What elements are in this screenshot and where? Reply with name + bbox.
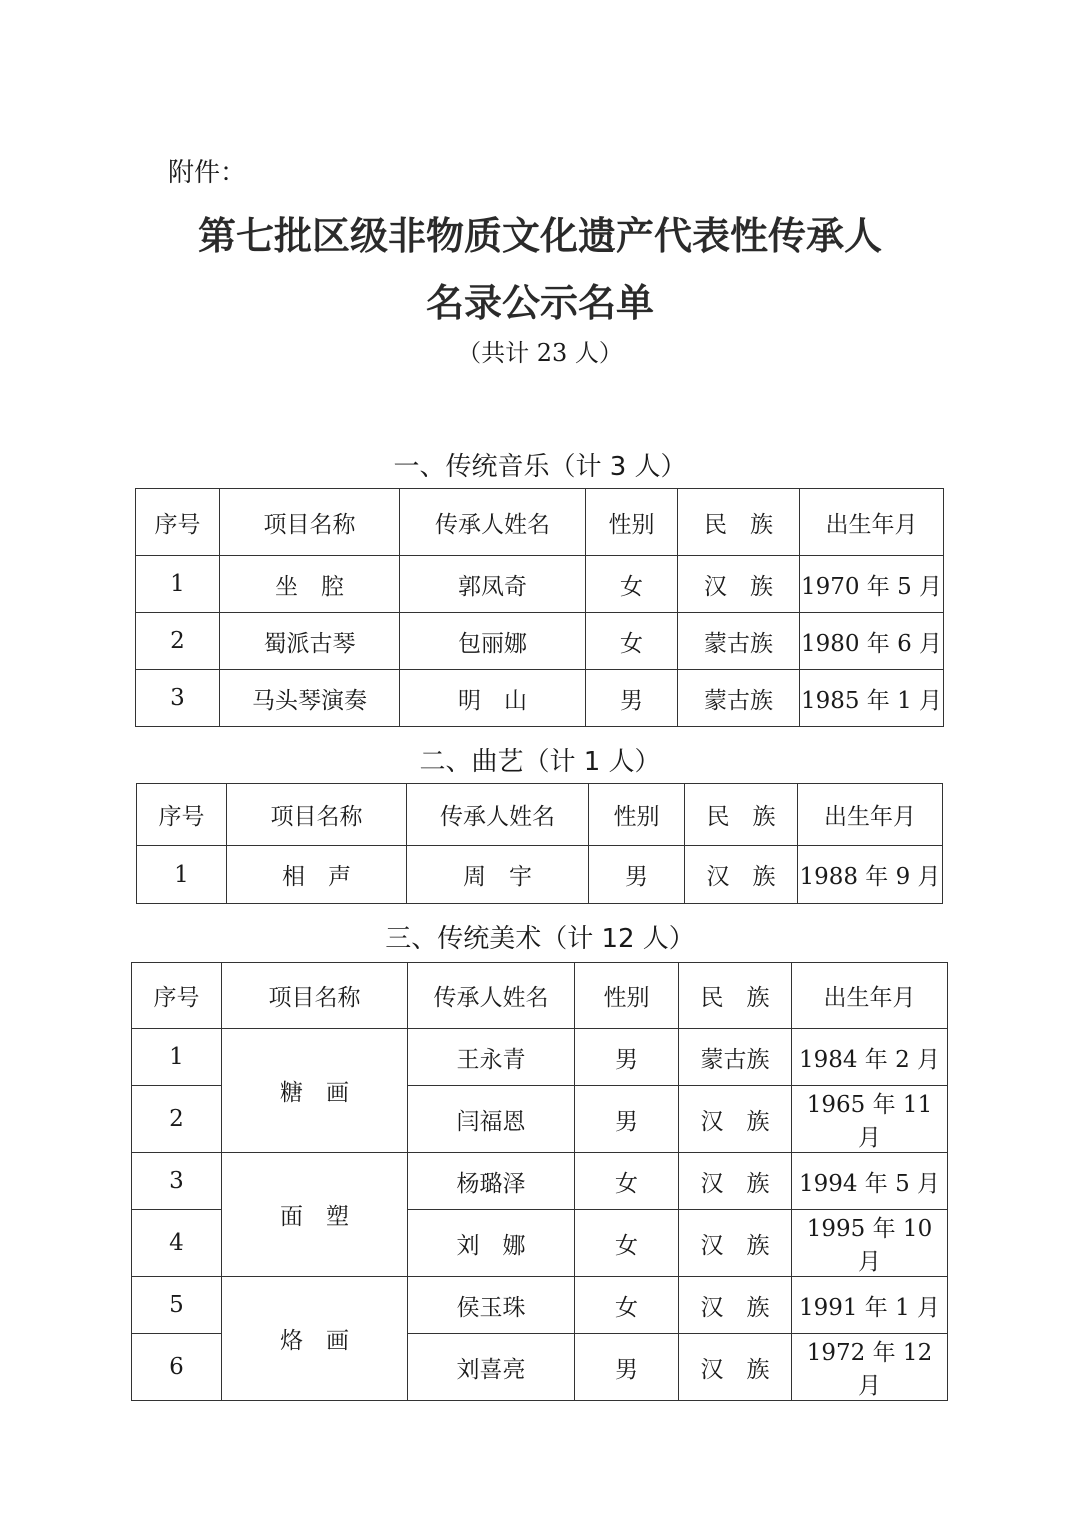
cell-gender: 女 xyxy=(586,556,678,613)
cell-ethnicity: 汉 族 xyxy=(685,846,798,904)
cell-name: 闫福恩 xyxy=(408,1086,575,1153)
cell-birth: 1985 年 1 月 xyxy=(800,670,944,727)
cell-birth: 1984 年 2 月 xyxy=(792,1029,948,1086)
col-gender: 性别 xyxy=(575,963,679,1029)
cell-name: 周 宇 xyxy=(407,846,589,904)
cell-seq: 4 xyxy=(132,1210,222,1277)
cell-ethnicity: 汉 族 xyxy=(678,556,800,613)
cell-seq: 6 xyxy=(132,1334,222,1401)
cell-ethnicity: 蒙古族 xyxy=(679,1029,792,1086)
cell-ethnicity: 汉 族 xyxy=(679,1086,792,1153)
cell-seq: 1 xyxy=(132,1029,222,1086)
table-row xyxy=(137,846,943,904)
cell-gender: 女 xyxy=(586,613,678,670)
cell-seq: 3 xyxy=(132,1153,222,1210)
col-seq: 序号 xyxy=(136,489,220,556)
cell-project: 相 声 xyxy=(227,846,407,904)
cell-seq: 2 xyxy=(136,613,220,670)
col-project: 项目名称 xyxy=(220,489,400,556)
cell-name: 刘 娜 xyxy=(408,1210,575,1277)
table-row xyxy=(132,1153,948,1210)
section-heading-fine-art: 三、传统美术（计 12 人） xyxy=(385,924,695,954)
cell-name: 包丽娜 xyxy=(400,613,586,670)
page-title: 第七批区级非物质文化遗产代表性传承人 xyxy=(197,213,882,258)
cell-project: 马头琴演奏 xyxy=(220,670,400,727)
cell-project: 糖 画 xyxy=(222,1029,408,1153)
music-table xyxy=(135,488,944,727)
cell-name: 明 山 xyxy=(400,670,586,727)
cell-gender: 女 xyxy=(575,1210,679,1277)
table-row xyxy=(136,670,944,727)
cell-birth: 1994 年 5 月 xyxy=(792,1153,948,1210)
col-ethnicity: 民 族 xyxy=(678,489,800,556)
cell-name: 郭凤奇 xyxy=(400,556,586,613)
col-gender: 性别 xyxy=(586,489,678,556)
col-name: 传承人姓名 xyxy=(407,784,589,846)
cell-birth: 1965 年 11 月 xyxy=(792,1086,948,1153)
cell-gender: 男 xyxy=(575,1086,679,1153)
col-name: 传承人姓名 xyxy=(408,963,575,1029)
cell-ethnicity: 汉 族 xyxy=(679,1277,792,1334)
col-seq: 序号 xyxy=(137,784,227,846)
section-heading-quyi: 二、曲艺（计 1 人） xyxy=(419,747,661,777)
cell-gender: 男 xyxy=(575,1029,679,1086)
col-ethnicity: 民 族 xyxy=(679,963,792,1029)
cell-seq: 3 xyxy=(136,670,220,727)
cell-birth: 1995 年 10 月 xyxy=(792,1210,948,1277)
cell-gender: 女 xyxy=(575,1153,679,1210)
cell-gender: 女 xyxy=(575,1277,679,1334)
attachment-label: 附件： xyxy=(168,158,247,188)
col-birth: 出生年月 xyxy=(792,963,948,1029)
col-birth: 出生年月 xyxy=(798,784,943,846)
cell-ethnicity: 汉 族 xyxy=(679,1210,792,1277)
cell-project: 面 塑 xyxy=(222,1153,408,1277)
col-gender: 性别 xyxy=(589,784,685,846)
cell-seq: 2 xyxy=(132,1086,222,1153)
cell-seq: 1 xyxy=(137,846,227,904)
fine-art-table xyxy=(131,962,948,1401)
cell-seq: 5 xyxy=(132,1277,222,1334)
cell-ethnicity: 汉 族 xyxy=(679,1153,792,1210)
cell-name: 侯玉珠 xyxy=(408,1277,575,1334)
cell-birth: 1970 年 5 月 xyxy=(800,556,944,613)
cell-birth: 1991 年 1 月 xyxy=(792,1277,948,1334)
col-project: 项目名称 xyxy=(227,784,407,846)
col-seq: 序号 xyxy=(132,963,222,1029)
total-count: （共计 23 人） xyxy=(457,339,623,367)
table-header-row xyxy=(137,784,943,846)
section-heading-music: 一、传统音乐（计 3 人） xyxy=(393,452,687,482)
cell-name: 王永青 xyxy=(408,1029,575,1086)
cell-project: 蜀派古琴 xyxy=(220,613,400,670)
cell-ethnicity: 蒙古族 xyxy=(678,613,800,670)
cell-project: 坐 腔 xyxy=(220,556,400,613)
cell-ethnicity: 蒙古族 xyxy=(678,670,800,727)
table-row xyxy=(132,1277,948,1334)
cell-birth: 1980 年 6 月 xyxy=(800,613,944,670)
table-header-row xyxy=(132,963,948,1029)
col-project: 项目名称 xyxy=(222,963,408,1029)
cell-name: 杨璐泽 xyxy=(408,1153,575,1210)
page-subtitle: 名录公示名单 xyxy=(425,280,654,325)
table-header-row xyxy=(136,489,944,556)
table-row xyxy=(136,556,944,613)
cell-birth: 1972 年 12 月 xyxy=(792,1334,948,1401)
cell-gender: 男 xyxy=(589,846,685,904)
cell-seq: 1 xyxy=(136,556,220,613)
cell-ethnicity: 汉 族 xyxy=(679,1334,792,1401)
cell-gender: 男 xyxy=(586,670,678,727)
quyi-table xyxy=(136,783,943,904)
cell-name: 刘喜亮 xyxy=(408,1334,575,1401)
cell-birth: 1988 年 9 月 xyxy=(798,846,943,904)
col-ethnicity: 民 族 xyxy=(685,784,798,846)
table-row xyxy=(136,613,944,670)
table-row xyxy=(132,1029,948,1086)
col-name: 传承人姓名 xyxy=(400,489,586,556)
cell-gender: 男 xyxy=(575,1334,679,1401)
cell-project: 烙 画 xyxy=(222,1277,408,1401)
col-birth: 出生年月 xyxy=(800,489,944,556)
